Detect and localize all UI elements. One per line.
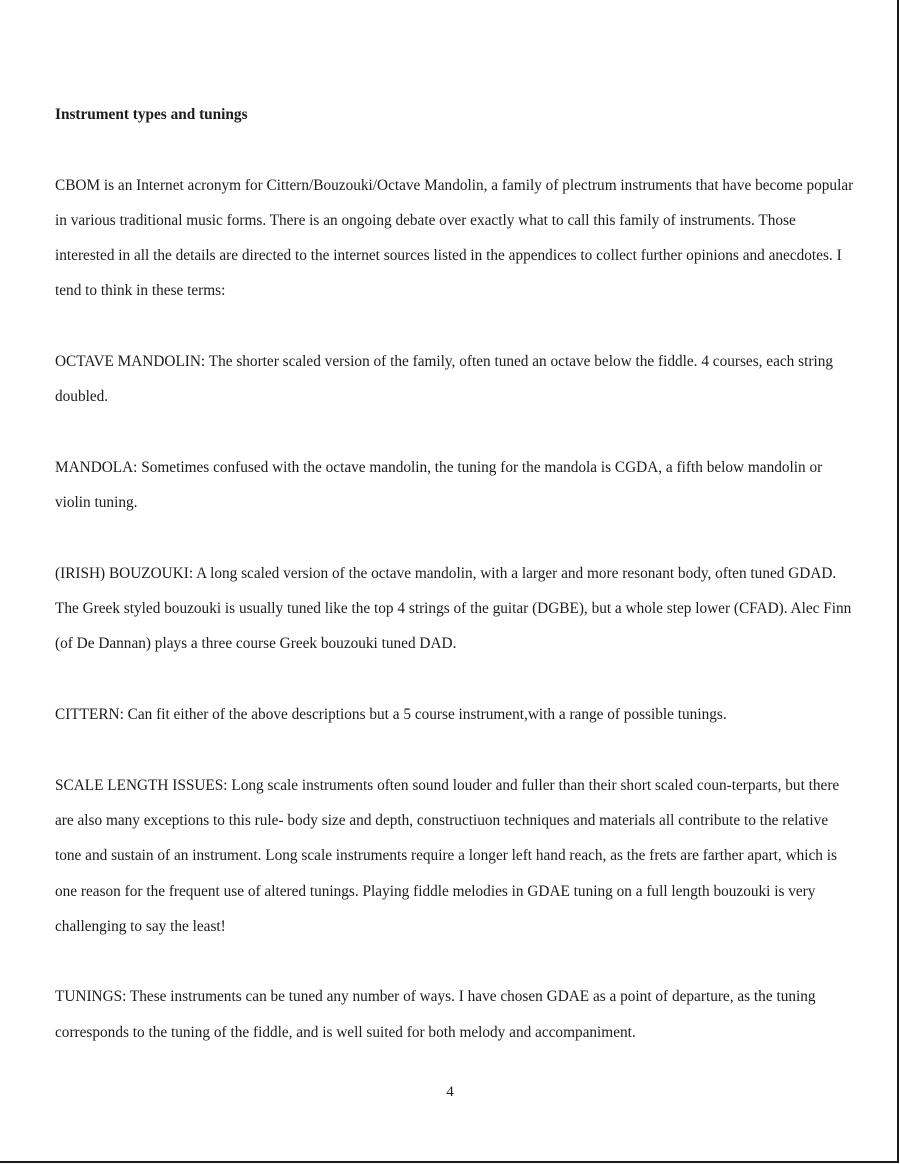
paragraph-tunings: TUNINGS: These instruments can be tuned any number of ways. I have chosen GDAE as a point of departure, as the tuning corresponds to the tuning of the fiddle, and is well suited for both melody and accompaniment. bbox=[55, 988, 816, 1041]
paragraph-cittern: CITTERN: Can fit either of the above descriptions but a 5 course instrument,with a range of possible tunings. bbox=[55, 706, 727, 724]
paragraph-octave-mandolin: OCTAVE MANDOLIN: The shorter scaled version of the family, often tuned an octave below the fiddle. 4 courses, each string doubled. bbox=[55, 353, 833, 406]
paragraph-scale-length: SCALE LENGTH ISSUES: Long scale instruments often sound louder and fuller than their short scaled coun-terparts, but there are also many exceptions to this rule- body size and depth, constructiuon techniques and materials all contribute to the relative tone and sustain of an instrument. Long scale instruments require a longer left hand reach, as the frets are farther apart, which is one reason for the frequent use of altered tunings. Playing fiddle melodies in GDAE tuning on a full length bouzouki is very challenging to say the least! bbox=[55, 776, 840, 935]
paragraph-mandola: MANDOLA: Sometimes confused with the octave mandolin, the tuning for the mandola is CGDA, a fifth below mandolin or violin tuning. bbox=[55, 458, 823, 512]
page-number: 4 bbox=[446, 1084, 454, 1100]
paragraph-cbom-intro: CBOM is an Internet acronym for Cittern/Bouzouki/Octave Mandolin, a family of plectrum instruments that have become popular in various traditional music forms. There is an ongoing debate over exactly what to call this family of instruments. Those interested in all the details are directed to the internet sources listed in the appendices to collect further opinions and anecdotes. I tend to think in these terms: bbox=[55, 176, 854, 300]
page-body bbox=[55, 97, 855, 1085]
section-heading: Instrument types and tunings bbox=[55, 106, 248, 123]
paragraph-irish-bouzouki: (IRISH) BOUZOUKI: A long scaled version of the octave mandolin, with a larger and more resonant body, often tuned GDAD. The Greek styled bouzouki is usually tuned like the top 4 strings of the guitar (DGBE), but a whole step lower (CFAD). Alec Finn (of De Dannan) plays a three course Greek bouzouki tuned DAD. bbox=[55, 564, 852, 653]
